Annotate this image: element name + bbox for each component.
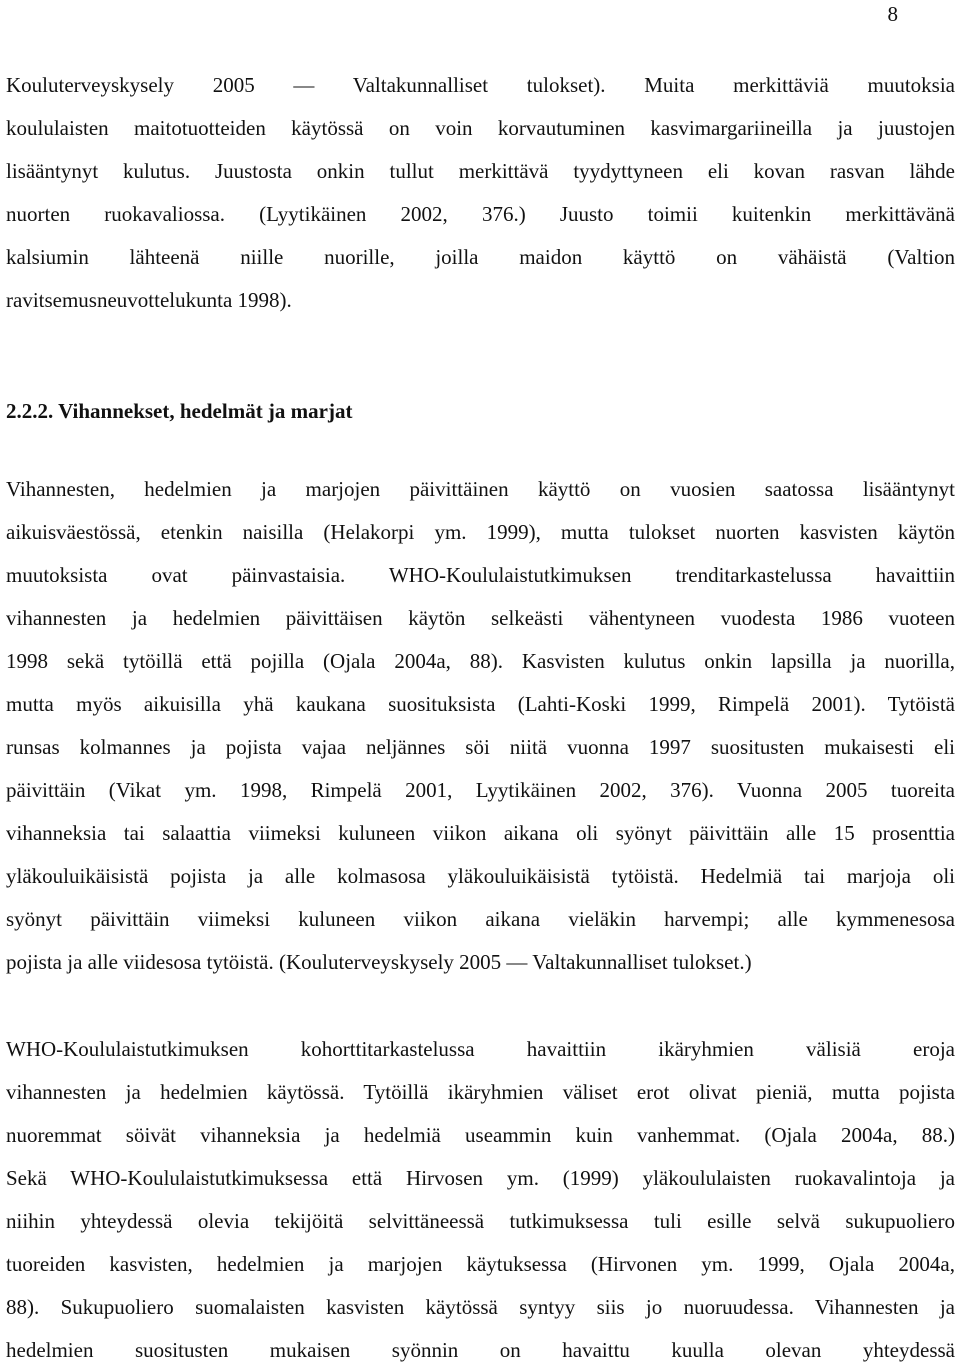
- text-line: syönyt päivittäin viimeksi kuluneen viikon aikana vieläkin harvempi; alle kymmenesosa: [6, 907, 955, 931]
- text-line: ravitsemusneuvottelukunta 1998).: [6, 288, 292, 312]
- text-line: runsas kolmannes ja pojista vajaa neljännes söi niitä vuonna 1997 suositusten mukaisesti eli: [6, 735, 955, 759]
- text-line: niihin yhteydessä olevia tekijöitä selvittäneessä tutkimuksessa tuli esille selvä sukupuoliero: [6, 1209, 955, 1233]
- text-line: lisääntynyt kulutus. Juustosta onkin tullut merkittävä tyydyttyneen eli kovan rasvan lähde: [6, 159, 955, 183]
- text-line: mutta myös aikuisilla yhä kaukana suosituksista (Lahti-Koski 1999, Rimpelä 2001). Tytöistä: [6, 692, 955, 716]
- text-line: Sekä WHO-Koululaistutkimuksessa että Hirvosen ym. (1999) yläkoululaisten ruokavalintoja ja: [6, 1166, 955, 1190]
- text-line: vihanneksia tai salaattia viimeksi kuluneen viikon aikana oli syönyt päivittäin alle 15 prosenttia: [6, 821, 955, 845]
- page-number: 8: [887, 2, 898, 26]
- text-line: nuorten ruokavaliossa. (Lyytikäinen 2002, 376.) Juusto toimii kuitenkin merkittävänä: [6, 202, 955, 226]
- text-line: muutoksista ovat päinvastaisia. WHO-Koululaistutkimuksen trenditarkastelussa havaittiin: [6, 563, 955, 587]
- text-line: koululaisten maitotuotteiden käytössä on voin korvautuminen kasvimargariineilla ja juustojen: [6, 116, 955, 140]
- text-line: päivittäin (Vikat ym. 1998, Rimpelä 2001, Lyytikäinen 2002, 376). Vuonna 2005 tuoreita: [6, 778, 955, 802]
- text-line: WHO-Koululaistutkimuksen kohorttitarkastelussa havaittiin ikäryhmien välisiä eroja: [6, 1037, 955, 1061]
- text-line: aikuisväestössä, etenkin naisilla (Helakorpi ym. 1999), mutta tulokset nuorten kasvisten käytön: [6, 520, 955, 544]
- text-line: hedelmien suositusten mukaisen syönnin on havaittu kuulla olevan yhteydessä: [6, 1338, 955, 1362]
- text-line: yläkouluikäisistä pojista ja alle kolmasosa yläkouluikäisistä tytöistä. Hedelmiä tai marjoja oli: [6, 864, 955, 888]
- text-line: nuoremmat söivät vihanneksia ja hedelmiä useammin kuin vanhemmat. (Ojala 2004a, 88.): [6, 1123, 955, 1147]
- text-line: 88). Sukupuoliero suomalaisten kasvisten käytössä syntyy siis jo nuoruudessa. Vihannesten ja: [6, 1295, 955, 1319]
- section-heading: 2.2.2. Vihannekset, hedelmät ja marjat: [6, 399, 353, 423]
- text-line: vihannesten ja hedelmien käytössä. Tytöillä ikäryhmien väliset erot olivat pieniä, mutta pojista: [6, 1080, 955, 1104]
- text-line: Kouluterveyskysely 2005 — Valtakunnalliset tulokset). Muita merkittäviä muutoksia: [6, 73, 955, 97]
- text-line: 1998 sekä tytöillä että pojilla (Ojala 2004a, 88). Kasvisten kulutus onkin lapsilla ja nuorilla,: [6, 649, 955, 673]
- text-line: tuoreiden kasvisten, hedelmien ja marjojen käytuksessa (Hirvonen ym. 1999, Ojala 2004a,: [6, 1252, 955, 1276]
- text-line: kalsiumin lähteenä niille nuorille, joilla maidon käyttö on vähäistä (Valtion: [6, 245, 955, 269]
- text-line: vihannesten ja hedelmien päivittäisen käytön selkeästi vähentyneen vuodesta 1986 vuoteen: [6, 606, 955, 630]
- text-line: pojista ja alle viidesosa tytöistä. (Kouluterveyskysely 2005 — Valtakunnalliset tulokset.): [6, 950, 752, 974]
- text-line: Vihannesten, hedelmien ja marjojen päivittäinen käyttö on vuosien saatossa lisääntynyt: [6, 477, 955, 501]
